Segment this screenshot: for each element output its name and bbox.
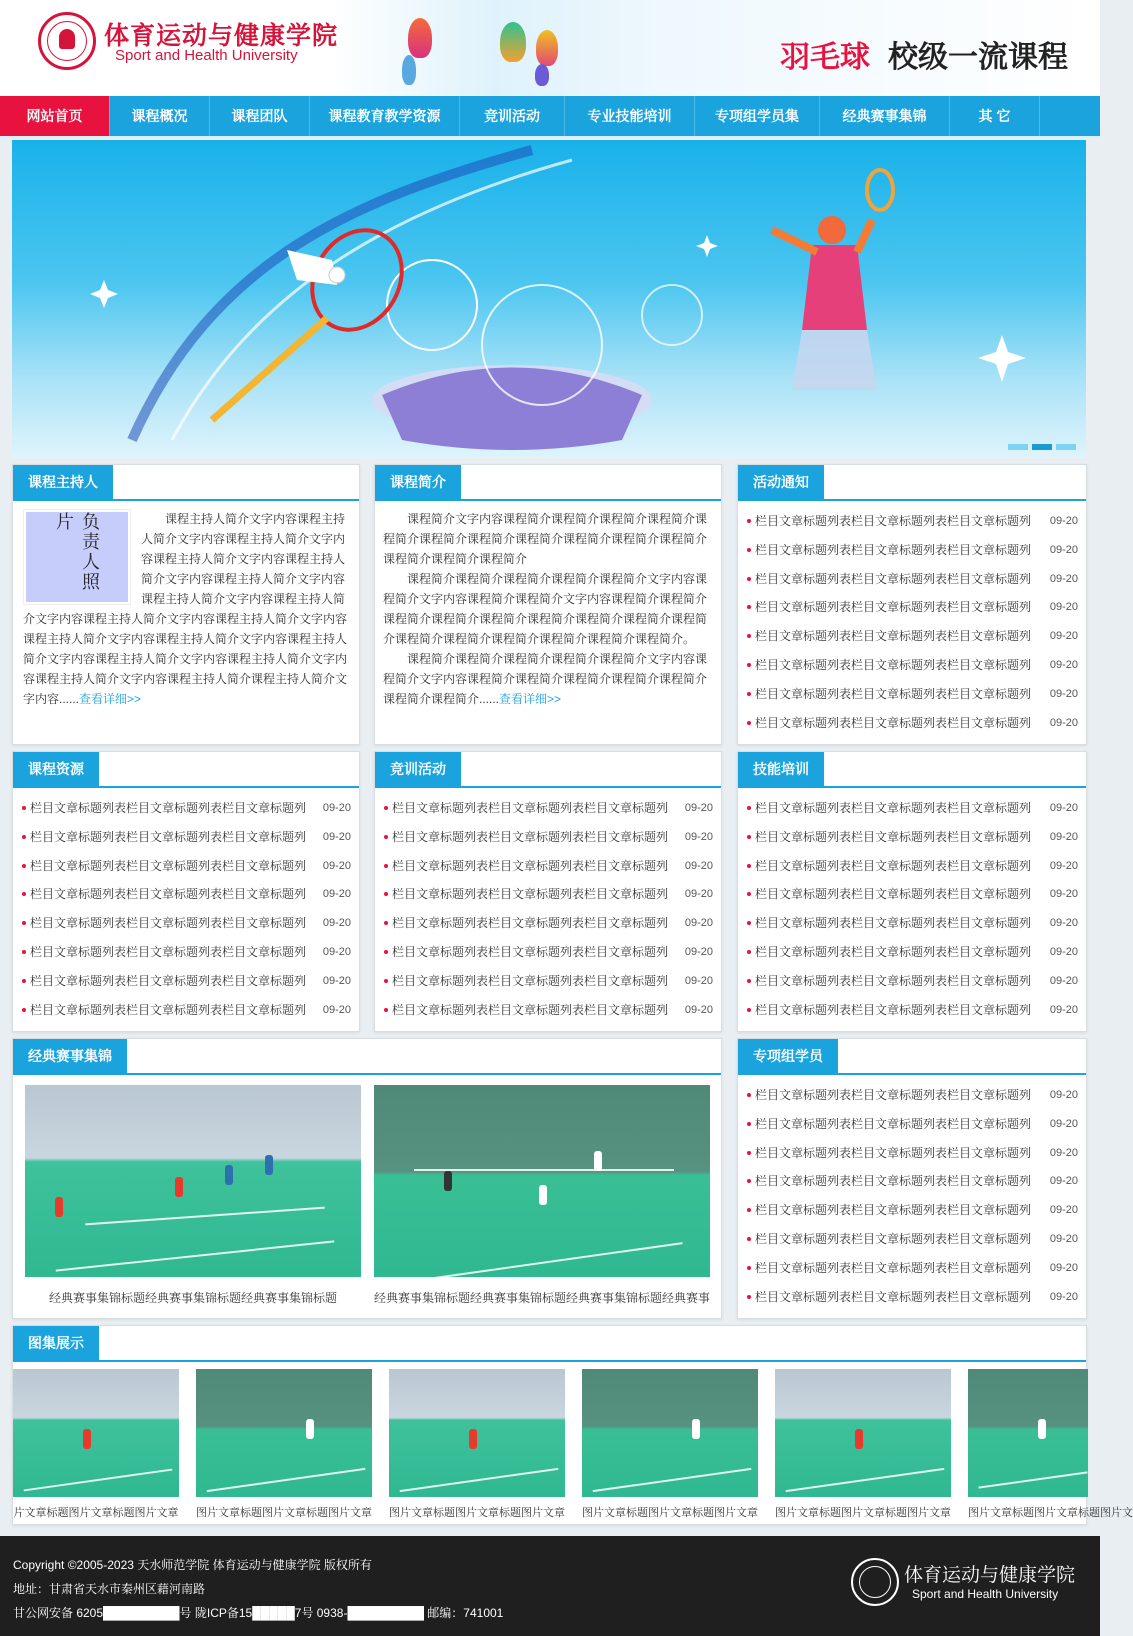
gallery-photo[interactable] xyxy=(389,1369,565,1497)
host-panel xyxy=(12,464,360,745)
list-item[interactable]: 栏目文章标题列表栏目文章标题列表栏目文章标题列 09-20 xyxy=(746,651,1078,680)
panel-title[interactable]: 经典赛事集锦 xyxy=(13,1039,127,1073)
events-panel xyxy=(12,1038,722,1319)
course-title-highlight: 羽毛球 xyxy=(780,40,870,75)
list-item[interactable]: 栏目文章标题列表栏目文章标题列表栏目文章标题列 09-20 xyxy=(746,880,1078,909)
list-item[interactable]: 栏目文章标题列表栏目文章标题列表栏目文章标题列 09-20 xyxy=(21,967,351,996)
footer-school-en: Sport and Health University xyxy=(912,1587,1059,1601)
host-text: 课程主持人简介文字内容课程主持人简介文字内容课程主持人简介文字内容课程主持人简介文字内容课程主持人简介文字内容课程主持人简介文字内容课程主持人简介文字内容课程主持人简介文字内容课程主持人简介文字内容课程主持人简介文字内容课程主持人简介文字内容课程主持人简介文字内容课程主持人简介文字内容课程主持人简介文字内容课程主持人简介文字内容课程主持人简介文字内容课程主持人简介课程主持人简介文字内容......查看详细>> xyxy=(23,512,348,706)
list-item[interactable]: 栏目文章标题列表栏目文章标题列表栏目文章标题列 09-20 xyxy=(746,593,1078,622)
list-item[interactable]: 栏目文章标题列表栏目文章标题列表栏目文章标题列 09-20 xyxy=(383,794,713,823)
gallery-caption[interactable]: 图片文章标题图片文章标题图片文章 xyxy=(775,1507,951,1519)
course-title: 校级一流课程 xyxy=(888,40,1068,75)
gallery-photo[interactable] xyxy=(775,1369,951,1497)
intro-paragraph-2: 课程简介课程简介课程简介课程简介课程简介文字内容课程简介文字内容课程简介课程简介文字内容课程简介课程简介课程简介课程简介课程简介课程简介课程简介课程简介课程简介课程简介课程简介课程简介课程简介课程简介课程简介。 xyxy=(383,572,708,646)
gallery-caption[interactable]: 图片文章标题图片文章标题图片文章 xyxy=(389,1507,565,1519)
footer-copyright: Copyright ©2005-2023 天水师范学院 体育运动与健康学院 版权所有 xyxy=(13,1558,372,1572)
list-item[interactable]: 栏目文章标题列表栏目文章标题列表栏目文章标题列 09-20 xyxy=(383,967,713,996)
host-more-link[interactable]: 查看详细>> xyxy=(79,692,142,706)
intro-paragraph-1: 课程简介文字内容课程简介课程简介课程简介课程简介课程简介课程简介课程简介课程简介课程简介课程简介课程简介课程简介课程简介课程简介 xyxy=(383,512,708,566)
panel-title[interactable]: 图集展示 xyxy=(13,1326,99,1360)
list-item[interactable]: 栏目文章标题列表栏目文章标题列表栏目文章标题列 09-20 xyxy=(383,852,713,881)
list-item[interactable]: 栏目文章标题列表栏目文章标题列表栏目文章标题列 09-20 xyxy=(21,909,351,938)
list-item[interactable]: 栏目文章标题列表栏目文章标题列表栏目文章标题列 09-20 xyxy=(746,1167,1078,1196)
list-item[interactable]: 栏目文章标题列表栏目文章标题列表栏目文章标题列 09-20 xyxy=(746,823,1078,852)
intro-paragraph-3: 课程简介课程简介课程简介课程简介课程简介文字内容课程简介文字内容课程简介课程简介课程简介课程简介课程简介课程简介课程简介......查看详细>> xyxy=(383,652,708,706)
list-item[interactable]: 栏目文章标题列表栏目文章标题列表栏目文章标题列 09-20 xyxy=(383,823,713,852)
list-item[interactable]: 栏目文章标题列表栏目文章标题列表栏目文章标题列 09-20 xyxy=(21,880,351,909)
list-item[interactable]: 栏目文章标题列表栏目文章标题列表栏目文章标题列 09-20 xyxy=(746,1254,1078,1283)
list-item[interactable]: 栏目文章标题列表栏目文章标题列表栏目文章标题列 09-20 xyxy=(746,909,1078,938)
gallery-photo[interactable] xyxy=(968,1369,1088,1497)
site-header xyxy=(0,0,1100,96)
list-item[interactable]: 栏目文章标题列表栏目文章标题列表栏目文章标题列 09-20 xyxy=(383,909,713,938)
list-item[interactable]: 栏目文章标题列表栏目文章标题列表栏目文章标题列 09-20 xyxy=(746,536,1078,565)
list-item[interactable]: 栏目文章标题列表栏目文章标题列表栏目文章标题列 09-20 xyxy=(746,1225,1078,1254)
list-item[interactable]: 栏目文章标题列表栏目文章标题列表栏目文章标题列 09-20 xyxy=(746,938,1078,967)
nav-item-team[interactable]: 课程团队 xyxy=(210,96,310,136)
gallery-caption[interactable]: 图片文章标题图片文章标题图片文章 xyxy=(582,1507,758,1519)
notice-list xyxy=(738,501,1086,737)
gallery-photo[interactable] xyxy=(196,1369,372,1497)
footer-logo-icon xyxy=(851,1558,899,1606)
training-panel xyxy=(374,751,722,1032)
nav-item-events[interactable]: 经典赛事集锦 xyxy=(820,96,950,136)
footer-icp[interactable]: 甘公网安备 6205█████████号 陇ICP备15█████7号 0938-█████████ 邮编：741001 xyxy=(13,1606,504,1620)
list-item[interactable]: 栏目文章标题列表栏目文章标题列表栏目文章标题列 09-20 xyxy=(746,1081,1078,1110)
list-item[interactable]: 栏目文章标题列表栏目文章标题列表栏目文章标题列 09-20 xyxy=(746,852,1078,881)
nav-item-skills[interactable]: 专业技能培训 xyxy=(565,96,695,136)
school-logo-icon[interactable] xyxy=(38,12,96,70)
list-item[interactable]: 栏目文章标题列表栏目文章标题列表栏目文章标题列 09-20 xyxy=(746,967,1078,996)
nav-item-home[interactable]: 网站首页 xyxy=(0,96,110,136)
list-item[interactable]: 栏目文章标题列表栏目文章标题列表栏目文章标题列 09-20 xyxy=(383,938,713,967)
nav-item-overview[interactable]: 课程概况 xyxy=(110,96,210,136)
members-list xyxy=(738,1075,1086,1311)
intro-more-link[interactable]: 查看详细>> xyxy=(499,692,562,706)
list-item[interactable]: 栏目文章标题列表栏目文章标题列表栏目文章标题列 09-20 xyxy=(746,1196,1078,1225)
list-item[interactable]: 栏目文章标题列表栏目文章标题列表栏目文章标题列 09-20 xyxy=(746,1283,1078,1312)
list-item[interactable]: 栏目文章标题列表栏目文章标题列表栏目文章标题列 09-20 xyxy=(746,1110,1078,1139)
resources-list xyxy=(13,788,359,1024)
list-item[interactable]: 栏目文章标题列表栏目文章标题列表栏目文章标题列 09-20 xyxy=(746,680,1078,709)
list-item[interactable]: 栏目文章标题列表栏目文章标题列表栏目文章标题列 09-20 xyxy=(746,622,1078,651)
panel-title[interactable]: 技能培训 xyxy=(738,752,824,786)
list-item[interactable]: 栏目文章标题列表栏目文章标题列表栏目文章标题列 09-20 xyxy=(746,794,1078,823)
list-item[interactable]: 栏目文章标题列表栏目文章标题列表栏目文章标题列 09-20 xyxy=(21,823,351,852)
list-item[interactable]: 栏目文章标题列表栏目文章标题列表栏目文章标题列 09-20 xyxy=(383,880,713,909)
banner-pager[interactable] xyxy=(1008,444,1076,450)
event-photo[interactable] xyxy=(25,1085,361,1277)
list-item[interactable]: 栏目文章标题列表栏目文章标题列表栏目文章标题列 09-20 xyxy=(746,996,1078,1025)
panel-title[interactable]: 课程资源 xyxy=(13,752,99,786)
list-item[interactable]: 栏目文章标题列表栏目文章标题列表栏目文章标题列 09-20 xyxy=(383,996,713,1025)
list-item[interactable]: 栏目文章标题列表栏目文章标题列表栏目文章标题列 09-20 xyxy=(21,852,351,881)
footer-address: 地址：甘肃省天水市秦州区藉河南路 xyxy=(13,1582,206,1596)
skills-panel xyxy=(737,751,1087,1032)
list-item[interactable]: 栏目文章标题列表栏目文章标题列表栏目文章标题列 09-20 xyxy=(746,1139,1078,1168)
panel-title[interactable]: 课程主持人 xyxy=(13,465,113,499)
host-photo: 负责人照片 xyxy=(23,509,131,605)
nav-item-training[interactable]: 竞训活动 xyxy=(460,96,565,136)
notice-panel xyxy=(737,464,1087,745)
list-item[interactable]: 栏目文章标题列表栏目文章标题列表栏目文章标题列 09-20 xyxy=(746,709,1078,738)
list-item[interactable]: 栏目文章标题列表栏目文章标题列表栏目文章标题列 09-20 xyxy=(21,938,351,967)
gallery-caption[interactable]: 图片文章标题图片文章标题图片文章 xyxy=(196,1507,372,1519)
gallery-photo[interactable] xyxy=(13,1369,179,1497)
list-item[interactable]: 栏目文章标题列表栏目文章标题列表栏目文章标题列 09-20 xyxy=(746,565,1078,594)
hero-banner[interactable] xyxy=(12,140,1086,458)
panel-title[interactable]: 竞训活动 xyxy=(375,752,461,786)
training-list xyxy=(375,788,721,1024)
list-item[interactable]: 栏目文章标题列表栏目文章标题列表栏目文章标题列 09-20 xyxy=(21,794,351,823)
skills-list xyxy=(738,788,1086,1024)
members-panel xyxy=(737,1038,1087,1319)
panel-title[interactable]: 专项组学员 xyxy=(738,1039,838,1073)
gallery-panel xyxy=(12,1325,1133,1525)
gallery-caption[interactable]: 图片文章标题图片文章标题图片文 xyxy=(968,1507,1133,1519)
resources-panel xyxy=(12,751,360,1032)
main-nav xyxy=(0,96,1100,138)
nav-item-other[interactable]: 其 它 xyxy=(950,96,1040,136)
gallery-caption[interactable]: 片文章标题图片文章标题图片文章 xyxy=(13,1507,179,1519)
list-item[interactable]: 栏目文章标题列表栏目文章标题列表栏目文章标题列 09-20 xyxy=(21,996,351,1025)
event-caption[interactable]: 经典赛事集锦标题经典赛事集锦标题经典赛事集锦标题 xyxy=(48,1291,337,1305)
panel-title[interactable]: 活动通知 xyxy=(738,465,824,499)
nav-item-members[interactable]: 专项组学员集 xyxy=(695,96,820,136)
intro-panel xyxy=(374,464,722,745)
footer-school-cn: 体育运动与健康学院 xyxy=(904,1565,1076,1586)
banner-art xyxy=(12,140,1086,458)
event-caption[interactable]: 经典赛事集锦标题经典赛事集锦标题经典赛事集锦标题经典赛事 xyxy=(374,1291,711,1305)
site-footer xyxy=(0,1536,1100,1636)
nav-item-resources[interactable]: 课程教育教学资源 xyxy=(310,96,460,136)
school-name-cn[interactable]: 体育运动与健康学院 xyxy=(104,22,339,50)
event-photo[interactable] xyxy=(374,1085,710,1277)
gallery-photo[interactable] xyxy=(582,1369,758,1497)
school-name-en: Sport and Health University xyxy=(115,47,298,64)
list-item[interactable]: 栏目文章标题列表栏目文章标题列表栏目文章标题列 09-20 xyxy=(746,507,1078,536)
panel-title[interactable]: 课程简介 xyxy=(375,465,461,499)
